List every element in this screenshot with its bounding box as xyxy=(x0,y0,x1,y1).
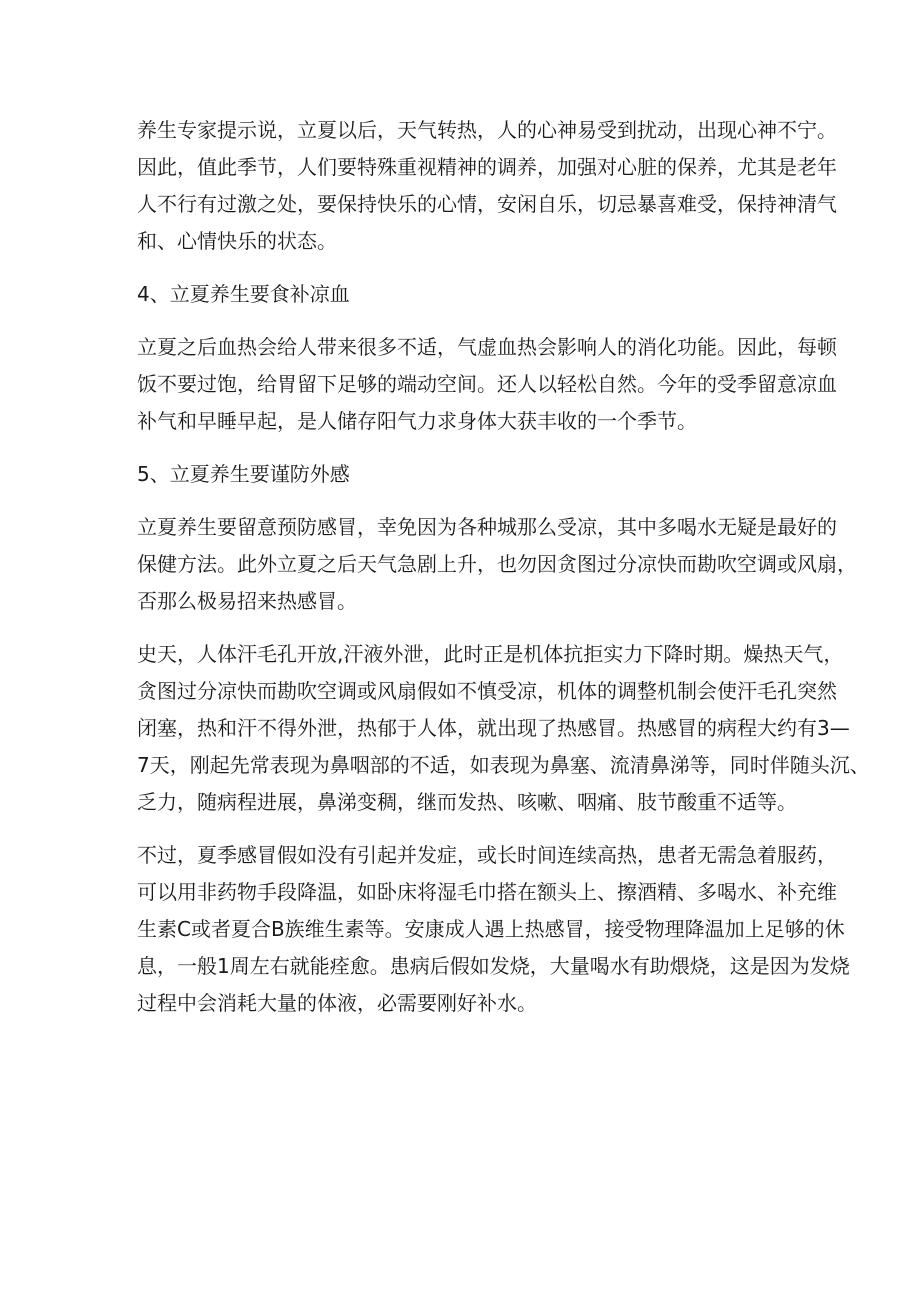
text-line: 贪图过分凉快而勘吹空调或风扇假如不慎受凉，机体的调整机制会使汗毛孔突然 xyxy=(137,679,837,703)
section-heading-4: 4、立夏养生要食补凉血 xyxy=(137,282,350,306)
paragraph-gap xyxy=(137,821,797,837)
text-line: 不过，夏季感冒假如没有引起并发症，或长时间连续高热，患者无需急着服药， xyxy=(137,843,837,867)
paragraph-summer-pores xyxy=(137,636,870,821)
text-line: 立夏养生要留意预防感冒，幸免因为各种城那么受凉，其中多喝水无疑是最好的 xyxy=(137,515,837,539)
paragraph-prevent-cold xyxy=(137,509,857,620)
text-line: 生素C或者夏合B族维生素等。安康成人遇上热感冒，接受物理降温加上足够的休 xyxy=(137,917,845,941)
paragraph-gap xyxy=(137,493,797,509)
text-line: 饭不要过饱，给胃留下足够的端动空间。还人以轻松自然。今年的受季留意凉血 xyxy=(137,372,837,396)
paragraph-gap xyxy=(137,620,797,636)
paragraph-spirit xyxy=(137,112,837,260)
text-line: 息，一般1周左右就能痊愈。患病后假如发烧，大量喝水有助煨烧，这是因为发烧 xyxy=(137,954,850,978)
text-line: 保健方法。此外立夏之后天气急剧上升，也勿因贪图过分凉快而勘吹空调或风扇， xyxy=(137,552,857,576)
text-line: 立夏之后血热会给人带来很多不适，气虚血热会影响人的消化功能。因此，每顿 xyxy=(137,335,837,359)
text-line: 可以用非药物手段降温，如卧床将湿毛巾搭在额头上、擦酒精、多喝水、补充维 xyxy=(137,880,837,904)
text-line: 7天，刚起先常表现为鼻咽部的不适，如表现为鼻塞、流清鼻涕等，同时伴随头沉、 xyxy=(137,753,870,777)
text-line: 补气和早睡早起，是人储存阳气力求身体大获丰收的一个季节。 xyxy=(137,409,697,433)
paragraph-gap xyxy=(137,440,797,456)
paragraph-gap xyxy=(137,260,797,276)
text-line: 和、心情快乐的状态。 xyxy=(137,229,337,253)
document-body xyxy=(137,112,870,1022)
text-line: 过程中会消耗大量的体液，必需要刚好补水。 xyxy=(137,991,537,1015)
section-heading-5: 5、立夏养生要谨防外感 xyxy=(137,462,350,486)
text-line: 因此，值此季节，人们要特殊重视精神的调养，加强对心脏的保养，尤其是老年 xyxy=(137,155,837,179)
paragraph-gap xyxy=(137,313,797,329)
paragraph-treatment xyxy=(137,837,850,1022)
text-line: 人不行有过激之处，要保持快乐的心情，安闲自乐，切忌暴喜难受，保持神清气 xyxy=(137,192,837,216)
text-line: 乏力，随病程进展，鼻涕变稠，继而发热、咳嗽、咽痛、肢节酸重不适等。 xyxy=(137,790,797,814)
text-line: 史天，人体汗毛孔开放,汗液外泄，此时正是机体抗拒实力下降时期。燥热天气， xyxy=(137,642,844,666)
paragraph-cool-blood xyxy=(137,329,837,440)
text-line: 否那么极易招来热感冒。 xyxy=(137,589,357,613)
text-line: 养生专家提示说，立夏以后，天气转热，人的心神易受到扰动，出现心神不宁。 xyxy=(137,118,837,142)
text-line: 闭塞，热和汗不得外泄，热郁于人体，就出现了热感冒。热感冒的病程大约有3— xyxy=(137,716,850,740)
